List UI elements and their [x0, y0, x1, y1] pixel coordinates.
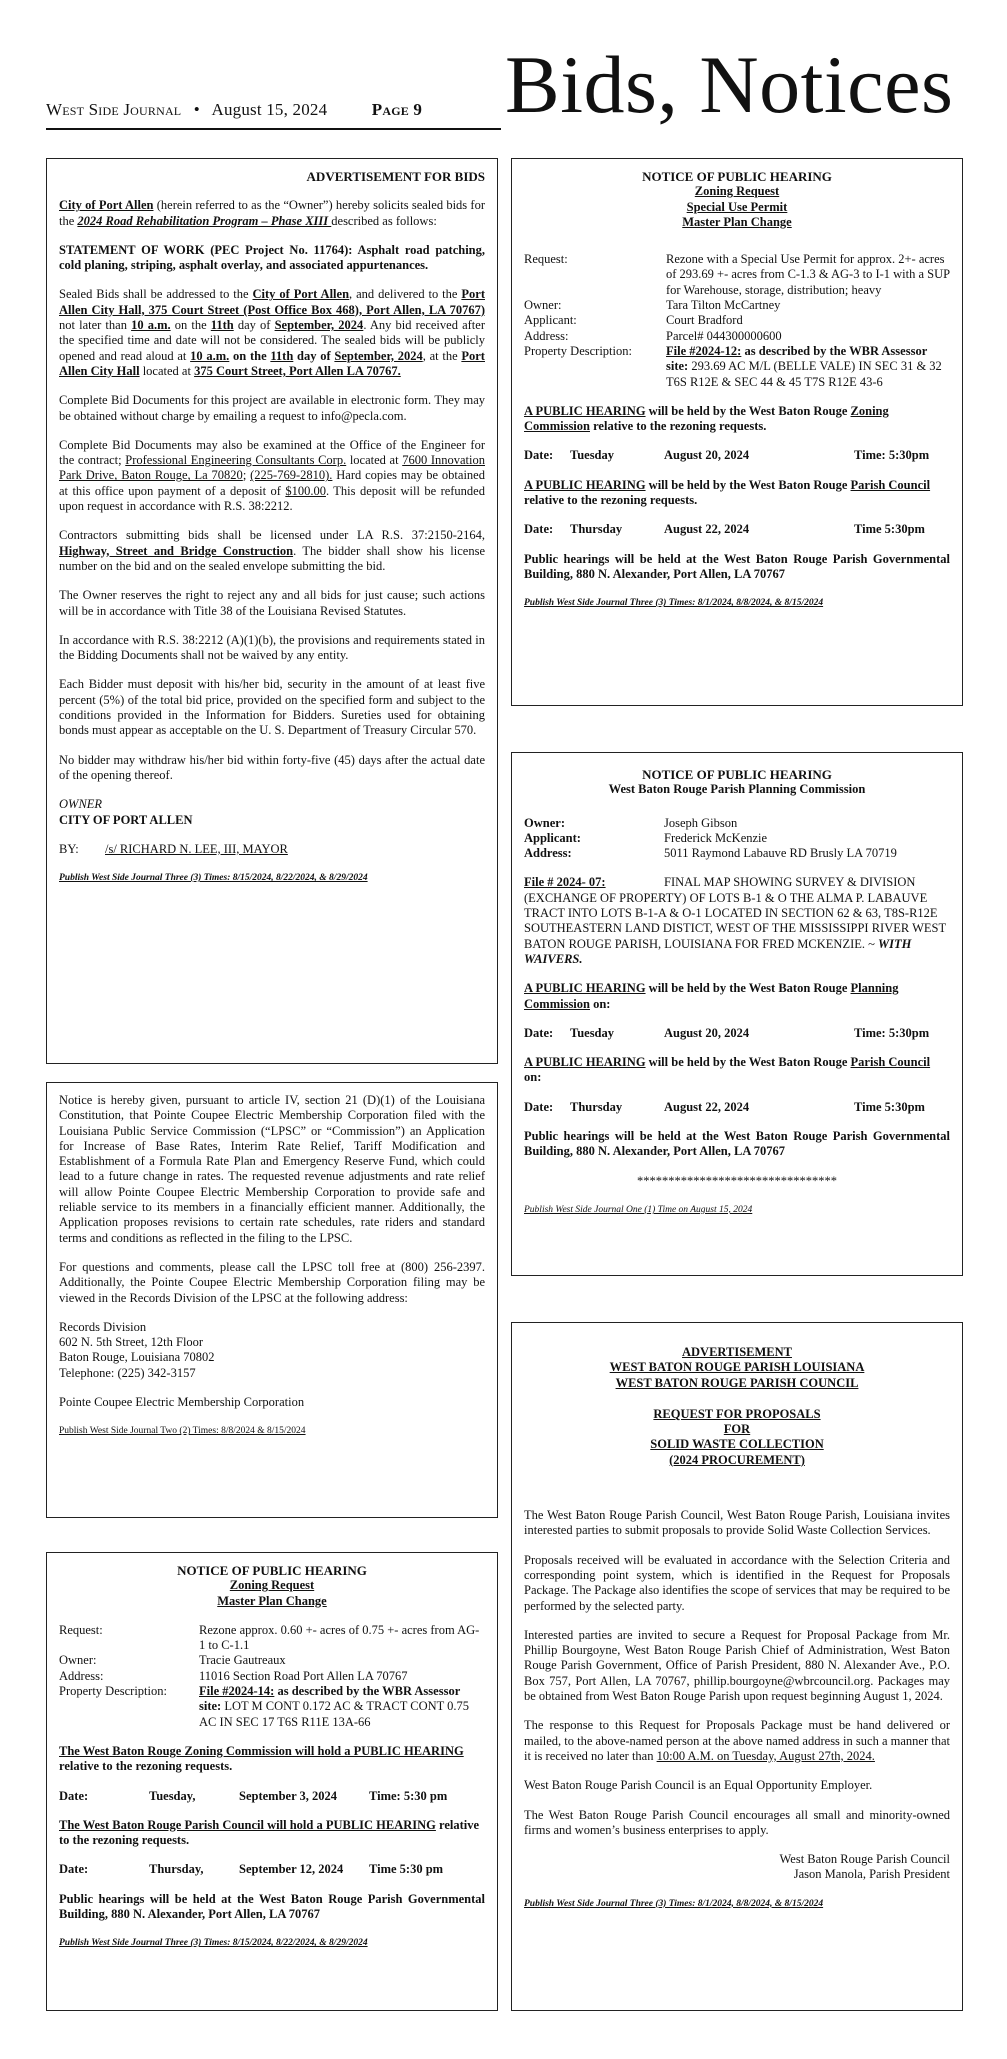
bids-license: Contractors submitting bids shall be licensed under LA R.S. 37:2150-2164, Highway, Street and Bridge Construction. The bidder shall show his license number on the bid and on the sealed envelope submitting the bid. [59, 528, 486, 573]
owner-label: OWNER [59, 797, 103, 812]
bids-security: Each Bidder must deposit with his/her bid, security in the amount of at least five percent (5%) of the total bid price, provided on the specified form and subject to the conditions provided in the Information for Bidders. Sureties used for obtaining bonds must appear as acceptable on the U. S. Department of Treasury Circular 570. [59, 677, 485, 738]
rfp-package: Interested parties are invited to secure a Request for Proposal Package from Mr. Phillip Bourgoyne, West Baton Rouge Parish Chief of Administration, West Baton Rouge Parish Government, Office of Parish President, 880 N. Alexander Ave., P.O. Box 757, Port Allen, LA 70767, phillip.bourgoyne@wbrcouncil.org. Packages may be obtained from West Baton Rouge Parish upon request beginning August 1, 2024. [524, 1627, 950, 1704]
gautreaux-publish-note: Publish West Side Journal Three (3) Times: 8/15/2024, 8/22/2024, & 8/29/2024 [59, 1938, 368, 1949]
hearing-title: NOTICE OF PUBLIC HEARING [642, 169, 832, 184]
rfp-publish-note: Publish West Side Journal Three (3) Times: 8/1/2024, 8/8/2024, & 8/15/2024 [524, 1898, 824, 1909]
rfp-heading: WEST BATON ROUGE PARISH COUNCIL [615, 1375, 859, 1390]
council-hearing: The West Baton Rouge Parish Council will hold a PUBLIC HEARING relative to the rezoning requests. [59, 1817, 480, 1848]
rfp-heading: SOLID WASTE COLLECTION [650, 1437, 824, 1452]
zoning-hearing: A PUBLIC HEARING will be held by the West Baton Rouge Zoning Commission relative to the rezoning requests. [524, 403, 889, 434]
bids-reject: The Owner reserves the right to reject any and all bids for just cause; such actions will be in accordance with Title 38 of the Louisiana Revised Statutes. [59, 588, 485, 618]
hearing-title: NOTICE OF PUBLIC HEARING [642, 767, 832, 782]
hearing-subtitle: Master Plan Change [217, 1593, 327, 1608]
public-hearing-gibson [511, 752, 963, 1276]
rfp-evaluation: Proposals received will be evaluated in accordance with the Selection Criteria and corresponding point system, which is identified in the Request for Proposals Package. The Package also identifies the scope of services that may be required to be performed by the selected party. [524, 1552, 950, 1613]
rfp-solid-waste [511, 1322, 963, 2011]
paper-name: West Side Journal [46, 100, 182, 119]
masthead [46, 100, 422, 120]
advertisement-for-bids [46, 158, 498, 1064]
divider-stars: ******************************** [637, 1173, 837, 1188]
hearing-location: Public hearings will be held at the West Baton Rouge Parish Governmental Building, 880 N. Alexander, Port Allen, LA 70767 [59, 1891, 485, 1922]
bids-examine: Complete Bid Documents may also be examined at the Office of the Engineer for the contract; Professional Engineering Consultants Corp. located at 7600 Innovation Park Drive, Baton Rouge, La 70820; (225-769-2810). Hard copies may be obtained at this office upon payment of a deposit of $100.00. This deposit will be refunded upon request in accordance with R.S. 38:2212. [59, 437, 485, 514]
statement-of-work: STATEMENT OF WORK (PEC Project No. 11764): Asphalt road patching, cold planing, striping, asphalt overlay, and associated appurtenances. [59, 242, 485, 273]
hearing-title: NOTICE OF PUBLIC HEARING [177, 1563, 367, 1578]
rfp-heading: ADVERTISEMENT [682, 1345, 792, 1359]
hearing-subtitle: Master Plan Change [682, 214, 792, 229]
hearing-location: Public hearings will be held at the West Baton Rouge Parish Governmental Building, 880 N. Alexander, Port Allen, LA 70767 [524, 1129, 950, 1159]
rfp-heading: WEST BATON ROUGE PARISH LOUISIANA [609, 1360, 865, 1375]
zoning-hearing: The West Baton Rouge Zoning Commission will hold a PUBLIC HEARING relative to the rezoning requests. [59, 1743, 464, 1774]
rfp-heading: (2024 PROCUREMENT) [669, 1452, 805, 1467]
rfp-signer: West Baton Rouge Parish Council [779, 1852, 950, 1867]
hearing-subtitle: West Baton Rouge Parish Planning Commission [608, 782, 866, 797]
rfp-signer-name: Jason Manola, Parish President [793, 1867, 950, 1882]
bids-title: ADVERTISEMENT FOR BIDS [306, 169, 485, 184]
hearing-parties: Owner: Joseph Gibson Applicant: Frederick McKenzie Address: 5011 Raymond Labauve RD Brusly LA 70719 [524, 815, 897, 861]
council-hearing-date: Date: Thursday, September 12, 2024 Time 5:30 pm [59, 1862, 444, 1877]
hearing-subtitle: Special Use Permit [686, 199, 788, 214]
rfp-heading: REQUEST FOR PROPOSALS [653, 1406, 821, 1421]
rfp-heading: FOR [723, 1422, 751, 1437]
bids-publish-note: Publish West Side Journal Three (3) Times: 8/15/2024, 8/22/2024, & 8/29/2024 [59, 873, 368, 884]
bullet: • [193, 100, 200, 119]
hearing-subtitle: Zoning Request [694, 184, 780, 199]
council-hearing-date: Date: Thursday August 22, 2024 Time 5:30pm [524, 1099, 925, 1114]
public-hearing-gautreaux [46, 1552, 498, 2011]
owner-name: CITY OF PORT ALLEN [59, 812, 193, 827]
signature-line: BY: /s/ RICHARD N. LEE, III, MAYOR [59, 841, 288, 856]
bids-delivery: Sealed Bids shall be addressed to the City of Port Allen, and delivered to the Port Allen City Hall, 375 Court Street (Post Office Box 468), Port Allen, LA 70767) not later than 10 a.m. on the 11th day of September, 2024. Any bid received after the specified time and date will not be considered. The sealed bids will be publicly opened and read aloud at 10 a.m. on the 11th day of September, 2024, at the Port Allen City Hall located at 375 Court Street, Port Allen LA 70767. [59, 287, 485, 378]
planning-hearing-date: Date: Tuesday August 20, 2024 Time: 5:30pm [524, 1025, 930, 1040]
council-hearing-date: Date: Thursday August 22, 2024 Time 5:30pm [524, 522, 925, 537]
pointe-coupee-publish-note: Publish West Side Journal Two (2) Times: 8/8/2024 & 8/15/2024 [59, 1426, 306, 1437]
zoning-hearing-date: Date: Tuesday August 20, 2024 Time: 5:30pm [524, 448, 930, 463]
mccartney-publish-note: Publish West Side Journal Three (3) Times: 8/1/2024, 8/8/2024, & 8/15/2024 [524, 598, 824, 609]
council-hearing: A PUBLIC HEARING will be held by the West Baton Rouge Parish Council on: [524, 1055, 931, 1085]
hearing-subtitle: Zoning Request [229, 1578, 315, 1593]
bids-waive: In accordance with R.S. 38:2212 (A)(1)(b), the provisions and requirements stated in the Bidding Documents shall not be waived by any entity. [59, 632, 485, 663]
section-title: Bids, Notices [505, 39, 954, 130]
page-number: Page 9 [371, 100, 423, 119]
file-description: File # 2024- 07: FINAL MAP SHOWING SURVEY & DIVISION (EXCHANGE OF PROPERTY) OF LOTS B-1 & O THE ALMA P. LABAUVE TRACT INTO LOTS B-1-A & O-1 LOCATED IN SECTION 62 & 63, T8S-R12E SOUTHEASTERN LAND DISTICT, WEST OF THE MISSISSIPPI RIVER WEST BATON ROUGE PARISH, LOUISIANA FOR FRED MCKENZIE. ~ WITH WAIVERS. [524, 875, 946, 966]
pointe-coupee-notice [46, 1082, 498, 1518]
rfp-invite: The West Baton Rouge Parish Council, West Baton Rouge Parish, Louisiana invites interested parties to submit proposals to provide Solid Waste Collection Services. [524, 1508, 950, 1538]
bids-electronic: Complete Bid Documents for this project are available in electronic form. They may be obtained without charge by emailing a request to info@pecla.com. [59, 393, 485, 423]
council-hearing: A PUBLIC HEARING will be held by the West Baton Rouge Parish Council relative to the rezoning requests. [524, 477, 931, 508]
rfp-eoe: West Baton Rouge Parish Council is an Equal Opportunity Employer. [524, 1778, 873, 1793]
records-address: Records Division 602 N. 5th Street, 12th Floor Baton Rouge, Louisiana 70802 Telephone: (225) 342-3157 [59, 1319, 215, 1380]
gibson-publish-note: Publish West Side Journal One (1) Time on August 15, 2024 [524, 1204, 753, 1215]
pointe-coupee-contact: For questions and comments, please call the LPSC toll free at (800) 256-2397. Additionally, the Pointe Coupee Electric Membership Corporation filing may be viewed in the Records Division of the LPSC at the following address: [59, 1259, 485, 1305]
rfp-encourage: The West Baton Rouge Parish Council encourages all small and minority-owned firms and women’s business enterprises to apply. [524, 1807, 950, 1837]
planning-hearing: A PUBLIC HEARING will be held by the West Baton Rouge Planning Commission on: [524, 981, 899, 1011]
hearing-location: Public hearings will be held at the West Baton Rouge Parish Governmental Building, 880 N. Alexander, Port Allen, LA 70767 [524, 551, 950, 581]
hearing-details: Request: Rezone with a Special Use Permit for approx. 2+- acres of 293.69 +- acres from C-1.3 & AG-3 to I-1 with a SUP for Warehouse, storage, distribution; heavy Owner: Tara Tilton McCartney Applicant: Court Bradford Address: Parcel# 044300000600 Property Description: File #2024-12: as described by the WBR Assessor site: 293.69 AC M/L (BELLE VALE) IN SEC 31 & 32 T6S R12E & SEC 44 & 45 T7S R12E 43-6 [524, 252, 950, 389]
hearing-details: Request: Rezone approx. 0.60 +- acres of 0.75 +- acres from AG-1 to C-1.1 Owner: Tracie Gautreaux Address: 11016 Section Road Port Allen LA 70767 Property Description: File #2024-14: as described by the WBR Assessor site: LOT M CONT 0.172 AC & TRACT CONT 0.75 AC IN SEC 17 T6S R11E 13A-66 [59, 1622, 480, 1729]
public-hearing-mccartney [511, 158, 963, 706]
rfp-deadline: The response to this Request for Proposals Package must be hand delivered or mailed, to the above-named person at the above named address in such a manner that it is received no later than 10:00 A.M. on Tuesday, August 27th, 2024. [524, 1718, 950, 1763]
zoning-hearing-date: Date: Tuesday, September 3, 2024 Time: 5:30 pm [59, 1788, 448, 1803]
bids-withdraw: No bidder may withdraw his/her bid within forty-five (45) days after the actual date of the opening thereof. [59, 752, 485, 782]
pointe-coupee-body: Notice is hereby given, pursuant to article IV, section 21 (D)(1) of the Louisiana Constitution, that Pointe Coupee Electric Membership Corporation filed with the Louisiana Public Service Commission (“LPSC” or “Commission”) an Application for Increase of Base Rates, Interim Rate Relief, Tariff Modification and Establishment of a Formula Rate Plan and Emergency Reserve Fund, which could lead to a future change in rates. The requested revenue adjustments and rate relief will allow Pointe Coupee Electric Membership Corporation to provide safe and reliable service to its members in a financially efficient manner. Additionally, the Application proposes revisions to certain rate schedules, rate riders and standard terms and conditions as reflected in the filing to the LPSC. [59, 1093, 485, 1245]
issue-date: August 15, 2024 [211, 100, 328, 119]
bids-intro: City of Port Allen (herein referred to as the “Owner”) hereby solicits sealed bids for the 2024 Road Rehabilitation Program – Phase XIII described as follows: [59, 198, 485, 228]
pointe-coupee-signer: Pointe Coupee Electric Membership Corporation [59, 1395, 305, 1410]
header-rule [46, 128, 501, 130]
